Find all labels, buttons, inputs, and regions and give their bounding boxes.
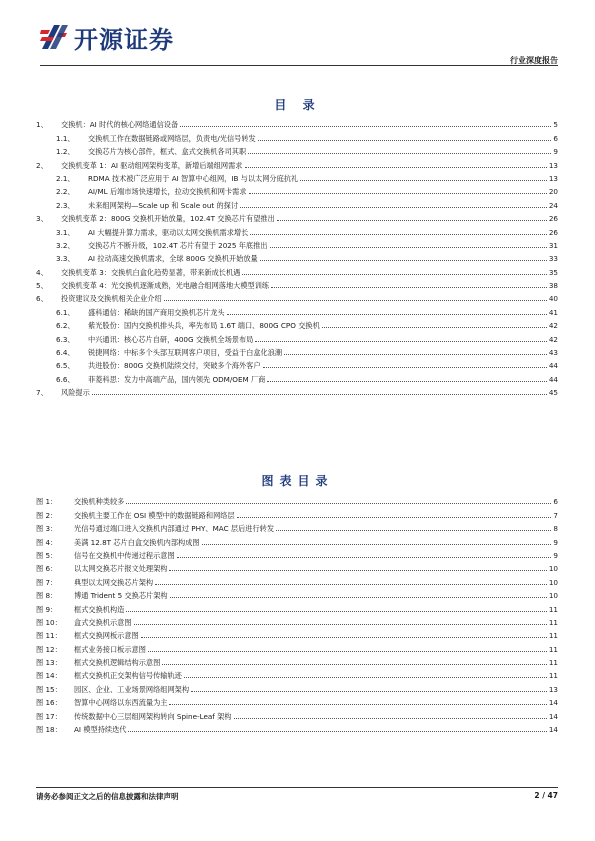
- dot-leader: [322, 327, 547, 328]
- figure-entry-number: 图 8：: [36, 591, 58, 601]
- toc-entry[interactable]: [36, 303, 558, 316]
- dot-leader: [277, 220, 547, 221]
- toc-entry-title: 交换机工作在数据链路或网络层，负责电/光信号转发: [88, 133, 256, 143]
- figure-entry-page: 14: [548, 711, 558, 721]
- toc-entry[interactable]: [36, 196, 558, 209]
- figure-entry-page: 6: [553, 497, 558, 507]
- toc-entry[interactable]: [36, 317, 558, 330]
- dot-leader: [126, 611, 547, 612]
- toc-entry[interactable]: [36, 210, 558, 223]
- figure-entry[interactable]: [36, 533, 558, 546]
- dot-leader: [270, 247, 547, 248]
- toc-entry-number: 1、: [36, 120, 48, 130]
- toc-entry[interactable]: [36, 170, 558, 183]
- toc-entry-page: 5: [553, 120, 558, 130]
- figure-entry-title: 智算中心网络以东西流量为主: [74, 698, 168, 708]
- figure-entry-page: 9: [553, 537, 558, 547]
- dot-leader: [169, 570, 546, 571]
- dot-leader: [284, 354, 547, 355]
- figure-entry-page: 9: [553, 550, 558, 560]
- toc-entry[interactable]: [36, 116, 558, 129]
- toc-entry-page: 44: [548, 374, 558, 384]
- dot-leader: [227, 314, 547, 315]
- toc-entry[interactable]: [36, 344, 558, 357]
- toc-entry-title: 交换机：AI 时代的核心网络通信设备: [61, 120, 179, 130]
- toc-entry[interactable]: [36, 223, 558, 236]
- figure-entry-number: 图 13：: [36, 658, 62, 668]
- toc-entry-number: 6.3、: [56, 334, 75, 344]
- toc-entry-title: AI/ML 后端市场快速增长，拉动交换机和网卡需求: [88, 187, 247, 197]
- figure-entry-title: 交换机主要工作在 OSI 模型中的数据链路和网络层: [74, 510, 235, 520]
- figure-entry[interactable]: [36, 600, 558, 613]
- toc-entry-page: 43: [548, 348, 558, 358]
- dot-leader: [248, 153, 551, 154]
- toc-entry[interactable]: [36, 263, 558, 276]
- toc-entry-title: 交换机变革 4：光交换机逐渐成熟，光电融合组网落地大模型训练: [61, 281, 270, 291]
- figure-entry[interactable]: [36, 707, 558, 720]
- figure-entry[interactable]: [36, 640, 558, 653]
- figure-entry[interactable]: [36, 680, 558, 693]
- dot-leader: [128, 731, 546, 732]
- figure-entry-page: 10: [548, 591, 558, 601]
- toc-entry-title: RDMA 技术被广泛应用于 AI 智算中心组网，IB 与以太网分庭抗礼: [88, 173, 299, 183]
- logo-text: 开源证券: [74, 25, 174, 54]
- toc-entry-number: 6.4、: [56, 348, 75, 358]
- dot-leader: [162, 664, 547, 665]
- figure-entry-title: 以太网交换芯片报文处理架构: [74, 564, 168, 574]
- figure-entry-title: 美满 12.8T 芯片白盒交换机内部构成图: [74, 537, 200, 547]
- toc-entry-number: 6.2、: [56, 321, 75, 331]
- figures-list: [36, 493, 558, 734]
- figure-entry-page: 14: [548, 698, 558, 708]
- footer-divider: [36, 787, 558, 788]
- figure-entry-number: 图 7：: [36, 577, 58, 587]
- toc-entry-number: 1.1、: [56, 133, 75, 143]
- toc-entry-page: 44: [548, 361, 558, 371]
- figure-entry-title: 传统数据中心三层组网架构转向 Spine-Leaf 架构: [74, 711, 232, 721]
- figure-entry[interactable]: [36, 506, 558, 519]
- footer-disclaimer: 请务必参阅正文之后的信息披露和法律声明: [36, 792, 179, 801]
- report-type-label: 行业深度报告: [510, 56, 558, 65]
- toc-entry[interactable]: [36, 143, 558, 156]
- toc-entry-page: 26: [548, 227, 558, 237]
- figure-entry-number: 图 17：: [36, 711, 62, 721]
- toc-entry-page: 13: [548, 173, 558, 183]
- toc-entry[interactable]: [36, 370, 558, 383]
- toc-entry-number: 6.6、: [56, 374, 75, 384]
- dot-leader: [191, 691, 547, 692]
- toc-entry-title: 投资建议及交换机相关企业介绍: [61, 294, 162, 304]
- toc-entry-number: 3.2、: [56, 240, 75, 250]
- toc-entry[interactable]: [36, 290, 558, 303]
- toc-entry-page: 40: [548, 294, 558, 304]
- figure-entry-number: 图 15：: [36, 684, 62, 694]
- toc-entry-number: 3.1、: [56, 227, 75, 237]
- figure-entry[interactable]: [36, 520, 558, 533]
- figure-entry-number: 图 9：: [36, 604, 58, 614]
- figure-entry-title: 光信号通过端口进入交换机内部通过 PHY、MAC 层后进行转发: [74, 524, 275, 534]
- toc-entry-title: 共进股份：800G 交换机陆续交付，突破多个海外客户: [88, 361, 261, 371]
- toc-entry[interactable]: [36, 129, 558, 142]
- toc-entry-title: 交换机变革 1：AI 驱动组网架构变革，新增后端组网需求: [61, 160, 243, 170]
- figure-entry-number: 图 3：: [36, 524, 58, 534]
- figure-entry-number: 图 6：: [36, 564, 58, 574]
- figure-entry-page: 11: [548, 644, 558, 654]
- figure-entry-page: 13: [548, 684, 558, 694]
- toc-entry-title: AI 拉动高速交换机需求，全球 800G 交换机开始放量: [88, 254, 258, 264]
- toc-entry-title: 交换机变革 3：交换机白盒化趋势显著，带来新成长机遇: [61, 267, 241, 277]
- toc-entry-title: AI 大幅提升算力需求，驱动以太网交换机需求增长: [88, 227, 249, 237]
- dot-leader: [134, 624, 547, 625]
- dot-leader: [300, 180, 547, 181]
- dot-leader: [255, 341, 547, 342]
- dot-leader: [258, 140, 552, 141]
- toc-entry-number: 2.1、: [56, 173, 75, 183]
- toc-entry-page: 24: [548, 200, 558, 210]
- toc-entry-title: 交换机变革 2：800G 交换机开始放量，102.4T 交换芯片有望推出: [61, 214, 275, 224]
- figure-entry[interactable]: [36, 493, 558, 506]
- figure-entry-title: 框式交换网板示意图: [74, 631, 139, 641]
- figure-entry-number: 图 2：: [36, 510, 58, 520]
- dot-leader: [170, 597, 547, 598]
- toc-entry[interactable]: [36, 156, 558, 169]
- toc-entry-title: 未来组网架构—Scale up 和 Scale out 的探讨: [88, 200, 239, 210]
- dot-leader: [148, 651, 547, 652]
- figure-entry-page: 8: [553, 524, 558, 534]
- toc-entry-page: 42: [548, 321, 558, 331]
- toc-entry-title: 交换芯片为核心部件，框式、盒式交换机各司其职: [88, 147, 247, 157]
- figure-entry-page: 11: [548, 658, 558, 668]
- toc-entry-page: 33: [548, 254, 558, 264]
- toc-entry-number: 6、: [36, 294, 48, 304]
- toc-entry-title: 锐捷网络：中标多个头部互联网客户项目，受益于白盒化浪潮: [88, 348, 283, 358]
- figure-entry-title: 框式交换机构造: [74, 604, 125, 614]
- dot-leader: [92, 394, 547, 395]
- toc-entry-title: 紫光股份：国内交换机排头兵，率先布局 1.6T 端口、800G CPO 交换机: [88, 321, 320, 331]
- toc-entry-title: 交换芯片不断升级，102.4T 芯片有望于 2025 年底推出: [88, 240, 268, 250]
- dot-leader: [164, 300, 547, 301]
- dot-leader: [202, 544, 552, 545]
- toc-entry-number: 4、: [36, 267, 48, 277]
- figure-entry-page: 11: [548, 604, 558, 614]
- toc-entry[interactable]: [36, 277, 558, 290]
- toc-entry-number: 1.2、: [56, 147, 75, 157]
- header-divider: [40, 65, 558, 66]
- figure-entry-number: 图 10：: [36, 617, 62, 627]
- logo-mark-icon: [40, 24, 68, 50]
- toc-entry-number: 7、: [36, 388, 48, 398]
- figure-entry-number: 图 5：: [36, 550, 58, 560]
- dot-leader: [177, 557, 552, 558]
- dot-leader: [249, 193, 547, 194]
- dot-leader: [245, 167, 547, 168]
- toc-entry[interactable]: [36, 357, 558, 370]
- toc-entry[interactable]: [36, 330, 558, 343]
- toc-entry[interactable]: [36, 183, 558, 196]
- toc-entry-number: 3.3、: [56, 254, 75, 264]
- figure-entry-number: 图 14：: [36, 671, 62, 681]
- figure-entry-page: 7: [553, 510, 558, 520]
- figure-entry-title: 框式交换机逻辑结构示意图: [74, 658, 161, 668]
- figure-entry[interactable]: [36, 614, 558, 627]
- figure-entry-number: 图 18：: [36, 725, 62, 735]
- figure-entry-number: 图 1：: [36, 497, 58, 507]
- toc-entry-page: 38: [548, 281, 558, 291]
- dot-leader: [237, 517, 552, 518]
- toc-entry-title: 盛科通信：稀缺的国产商用交换机芯片龙头: [88, 307, 225, 317]
- figure-entry-title: 典型以太网交换芯片架构: [74, 577, 154, 587]
- figure-entry-page: 11: [548, 671, 558, 681]
- toc-entry-number: 3、: [36, 214, 48, 224]
- figure-entry-title: 框式交换机正交架构信号传输轨迹: [74, 671, 182, 681]
- figure-entry-title: 盒式交换机示意图: [74, 617, 132, 627]
- figure-entry[interactable]: [36, 694, 558, 707]
- toc-entry-page: 20: [548, 187, 558, 197]
- toc-entry-number: 5、: [36, 281, 48, 291]
- toc-entry[interactable]: [36, 384, 558, 397]
- toc-entry-title: 中兴通讯：核心芯片自研，400G 交换机全场景布局: [88, 334, 254, 344]
- figure-entry[interactable]: [36, 721, 558, 734]
- table-of-contents: [36, 116, 558, 397]
- figure-entry[interactable]: [36, 587, 558, 600]
- toc-entry-page: 26: [548, 214, 558, 224]
- dot-leader: [250, 234, 547, 235]
- toc-entry-page: 41: [548, 307, 558, 317]
- dot-leader: [267, 381, 546, 382]
- figure-entry[interactable]: [36, 573, 558, 586]
- dot-leader: [169, 704, 546, 705]
- figure-entry-page: 11: [548, 617, 558, 627]
- dot-leader: [155, 584, 547, 585]
- figure-entry-page: 10: [548, 577, 558, 587]
- figure-entry[interactable]: [36, 547, 558, 560]
- dot-leader: [276, 530, 551, 531]
- dot-leader: [180, 126, 551, 127]
- figure-entry[interactable]: [36, 654, 558, 667]
- figure-entry-number: 图 11：: [36, 631, 62, 641]
- dot-leader: [234, 718, 547, 719]
- toc-entry-number: 2.2、: [56, 187, 75, 197]
- figure-entry-number: 图 16：: [36, 698, 62, 708]
- dot-leader: [260, 260, 547, 261]
- figure-entry-title: 框式业务接口板示意图: [74, 644, 146, 654]
- figure-entry[interactable]: [36, 667, 558, 680]
- toc-entry[interactable]: [36, 250, 558, 263]
- toc-entry-number: 6.5、: [56, 361, 75, 371]
- toc-entry-page: 45: [548, 388, 558, 398]
- figures-list-title: 图表目录: [261, 474, 334, 488]
- toc-entry[interactable]: [36, 237, 558, 250]
- toc-entry-page: 31: [548, 240, 558, 250]
- dot-leader: [271, 287, 547, 288]
- dot-leader: [184, 677, 547, 678]
- figure-entry-page: 11: [548, 631, 558, 641]
- toc-entry-page: 42: [548, 334, 558, 344]
- figure-entry-number: 图 12：: [36, 644, 62, 654]
- toc-entry-title: 风险提示: [61, 388, 90, 398]
- footer-page-number: 2 / 47: [534, 791, 558, 800]
- dot-leader: [240, 207, 547, 208]
- figure-entry-page: 14: [548, 725, 558, 735]
- figure-entry-number: 图 4：: [36, 537, 58, 547]
- dot-leader: [141, 637, 547, 638]
- toc-entry-number: 2、: [36, 160, 48, 170]
- figure-entry-title: 交换机种类较多: [74, 497, 125, 507]
- figure-entry[interactable]: [36, 627, 558, 640]
- figure-entry-title: 信号在交换机中传递过程示意图: [74, 550, 175, 560]
- toc-entry-number: 2.3、: [56, 200, 75, 210]
- dot-leader: [242, 274, 546, 275]
- toc-entry-page: 13: [548, 160, 558, 170]
- figure-entry-page: 10: [548, 564, 558, 574]
- toc-entry-number: 6.1、: [56, 307, 75, 317]
- figure-entry-title: 博通 Trident 5 交换芯片架构: [74, 591, 168, 601]
- company-logo: [40, 22, 174, 52]
- toc-entry-page: 6: [553, 133, 558, 143]
- toc-entry-title: 菲菱科思：发力中高端产品，国内领先 ODM/OEM 厂商: [88, 374, 266, 384]
- figure-entry[interactable]: [36, 560, 558, 573]
- figure-entry-title: AI 模型持续迭代: [74, 725, 127, 735]
- toc-entry-page: 9: [553, 147, 558, 157]
- toc-title: 目 录: [274, 98, 321, 112]
- dot-leader: [263, 367, 547, 368]
- figure-entry-title: 园区、企业、工业场景网络组网架构: [74, 684, 190, 694]
- toc-entry-page: 35: [548, 267, 558, 277]
- dot-leader: [126, 503, 551, 504]
